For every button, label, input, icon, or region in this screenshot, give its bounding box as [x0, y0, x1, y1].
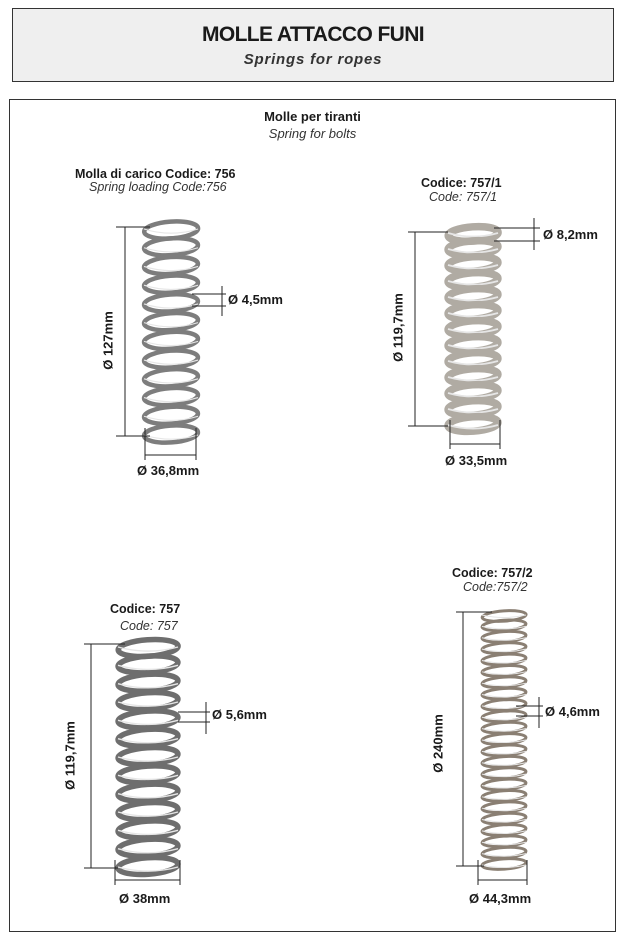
- spring-coil: [143, 405, 198, 426]
- spring-coil: [482, 857, 527, 870]
- spring-coil: [482, 766, 527, 779]
- spring-coil: [117, 764, 178, 785]
- spring-757-2-wire-diameter: Ø 4,6mm: [545, 704, 600, 719]
- spring-757-code-en: Code: 757: [120, 619, 178, 633]
- spring-757-code: Codice: 757: [110, 602, 181, 616]
- spring-coil-graphic: [117, 638, 178, 877]
- spring-coil: [143, 255, 198, 276]
- spring-coil: [482, 653, 527, 666]
- spring-756-code-en: Spring loading Code:756: [89, 180, 227, 194]
- spring-coil: [117, 837, 178, 858]
- page-title: MOLLE ATTACCO FUNI: [201, 23, 425, 46]
- spring-757-1-outer-diameter: Ø 33,5mm: [445, 453, 508, 468]
- spring-coil: [143, 293, 198, 314]
- spring-coil: [482, 664, 527, 677]
- spring-coil: [482, 721, 527, 734]
- spring-coil: [482, 630, 527, 643]
- spring-coil-graphic: [143, 220, 198, 445]
- spring-coil: [482, 676, 527, 689]
- spring-757-1-code: Codice: 757/1: [421, 176, 502, 190]
- spring-coil: [143, 330, 198, 351]
- spring-coil: [117, 819, 178, 840]
- spring-coil: [117, 856, 178, 877]
- spring-coil: [448, 415, 499, 433]
- spring-757-1-length: Ø 119,7mm: [390, 293, 406, 362]
- spring-coil: [482, 641, 527, 654]
- spring-coil: [117, 654, 178, 675]
- spring-757-2-code: Codice: 757/2: [452, 566, 533, 580]
- spring-coil: [117, 709, 178, 730]
- section-title: Molle per tiranti: [264, 109, 361, 124]
- spring-757-2-outer-diameter: Ø 44,3mm: [469, 891, 532, 906]
- spring-757-length: Ø 119,7mm: [62, 721, 78, 790]
- spring-coil: [482, 732, 527, 745]
- spring-757-2-length: Ø 240mm: [430, 714, 446, 773]
- spring-757-2-code-en: Code:757/2: [463, 580, 528, 594]
- spring-756-wire-diameter: Ø 4,5mm: [228, 292, 283, 307]
- section-subtitle: Spring for bolts: [268, 126, 357, 141]
- spring-coil: [482, 823, 527, 836]
- spring-coil: [117, 801, 178, 822]
- spring-757-outer-diameter: Ø 38mm: [119, 891, 171, 906]
- spring-coil: [482, 812, 527, 825]
- spring-coil-graphic: [482, 609, 527, 870]
- spring-757-1-code-en: Code: 757/1: [429, 190, 498, 204]
- spring-coil: [143, 311, 198, 332]
- spring-coil: [143, 236, 198, 257]
- page-subtitle: Springs for ropes: [243, 51, 383, 68]
- spring-coil: [482, 687, 527, 700]
- spring-coil: [143, 368, 198, 389]
- spring-756-code: Molla di carico Codice: 756: [75, 167, 236, 181]
- spring-coil-graphic: [448, 225, 499, 433]
- spring-756-length: Ø 127mm: [100, 311, 116, 370]
- spring-coil: [482, 789, 527, 802]
- spring-coil: [143, 349, 198, 370]
- spring-coil: [482, 698, 527, 711]
- spring-coil: [482, 846, 527, 859]
- spring-coil: [143, 274, 198, 295]
- spring-coil: [482, 744, 527, 757]
- spring-coil: [143, 424, 198, 445]
- spring-coil: [482, 778, 527, 791]
- spring-coil: [117, 727, 178, 748]
- spring-coil: [143, 386, 198, 407]
- spring-coil: [117, 746, 178, 767]
- spring-757-wire-diameter: Ø 5,6mm: [212, 707, 267, 722]
- spring-coil: [117, 672, 178, 693]
- springs-layer: [117, 220, 526, 877]
- spring-coil: [482, 835, 527, 848]
- spring-coil: [482, 755, 527, 768]
- spring-coil: [117, 691, 178, 712]
- spring-756-outer-diameter: Ø 36,8mm: [137, 463, 200, 478]
- spring-757-1-wire-diameter: Ø 8,2mm: [543, 227, 598, 242]
- spring-coil: [117, 782, 178, 803]
- spring-coil: [482, 801, 527, 814]
